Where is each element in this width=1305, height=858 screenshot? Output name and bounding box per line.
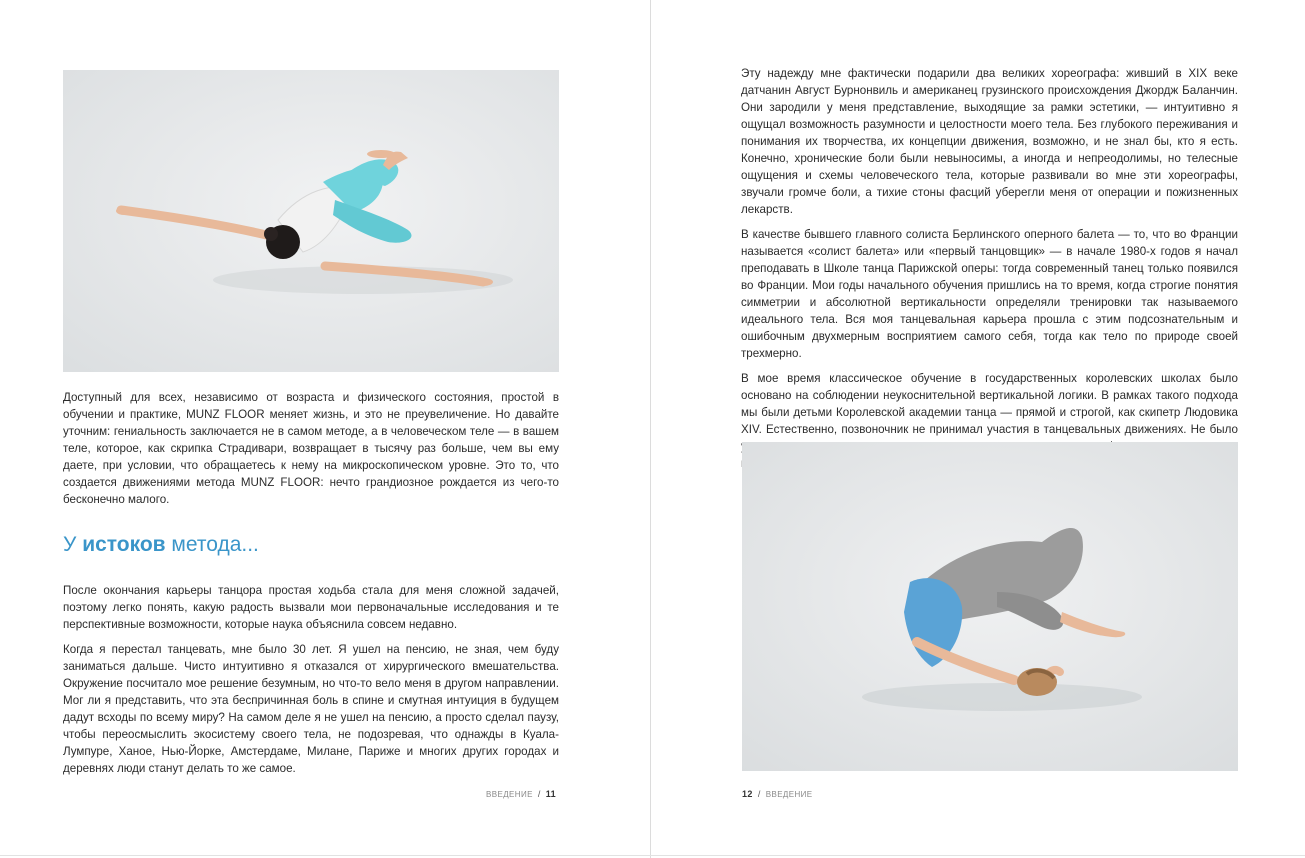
left-body-text [63,582,559,785]
right-page [651,0,1305,858]
body-paragraph: Когда я перестал танцевать, мне было 30 лет. Я ушел на пенсию, не зная, чем буду заниматься дальше. Чисто интуитивно я отказался от хирургического вмешательства. Окружение посчитало мое решение безумным, но что-то вело меня в другом направлении. Мог ли я представить, что эта беспричинная боль в спине и смутная интуиция в будущем дадут всходы по всему миру? На самом деле я не ушел на пенсию, а просто сделал паузу, чтобы переосмыслить экосистему своего тела, не подозревая, что однажды в Куала-Лумпуре, Ханое, Нью-Йорке, Амстердаме, Милане, Париже и многих других городах и деревнях люди станут делать то же самое. [63,643,559,775]
body-paragraph: В качестве бывшего главного солиста Берлинского оперного балета — то, что во Франции называется «солист балета» или «первый танцовщик» — в начале 1980-х годов я начал преподавать в Школе танца Парижской оперы: тогда современный танец только появился во Франции. Мои годы начального обучения пришлись на то время, когда строгие понятия симметрии и абсолютной вертикальности определяли тренировки так называемого идеального тела. Вся моя танцевальная карьера прошла с этим подсознательным и ошибочным двухмерным восприятием самого себя, тогда как тело по природе своей трехмерно. [741,228,1238,360]
right-body-text [741,65,1238,480]
page-number: 11 [545,789,557,799]
dancer-twist-illustration [742,442,1238,771]
right-page-photo [742,442,1238,771]
footer-separator: / [537,789,541,799]
left-page [0,0,650,858]
body-paragraph: Эту надежду мне фактически подарили два великих хореографа: живший в XIX веке датчанин Август Бурнонвиль и американец грузинского происхождения Джордж Баланчин. Они зародили у меня представление, выходящие за рамки эстетики, — интуитивно я ощущал возможность разумности и целостности моего тела. Без глубокого переживания и понимания их творчества, их концепции движения, возможно, и не знал бы, кто я есть. Конечно, хронические боли были невыносимы, а иногда и непреодолимы, но телесные ощущения и схемы человеческого тела, которые развивали во мне эти хореографы, звучали громче боли, а тихие стоны фасций уберегли меня от операции и пожизненных лекарств. [741,67,1238,216]
intro-paragraph-block [63,389,559,516]
left-page-footer [486,789,556,799]
body-paragraph: После окончания карьеры танцора простая ходьба стала для меня сложной задачей, поэтому легко понять, какую радость вызвали мои первоначальные исследования и те перспективные возможности, которые наука объяснила совсем недавно. [63,584,559,631]
right-page-footer [742,789,813,799]
body-paragraph: В мое время классическое обучение в государственных королевских школах было основано на соблюдении неукоснительной вертикальной логики. В рамках такого подхода мы были детьми Королевской академии танца — прямой и строгой, как скипетр Людовика XIV. Естественно, позвоночник не принимал участия в танцевальных движениях. Не было [741,372,1238,436]
left-page-photo [63,70,559,372]
section-heading-bold: истоков [82,533,166,556]
bottom-edge-line [0,855,1305,856]
footer-separator: / [757,789,761,799]
footer-section-label: ВВЕДЕНИЕ [765,790,813,799]
section-heading-prefix: У [63,533,83,556]
section-heading-suffix: метода... [165,533,259,556]
page-number: 12 [742,789,753,799]
footer-section-label: ВВЕДЕНИЕ [486,790,533,799]
intro-paragraph: Доступный для всех, независимо от возраста и физического состояния, простой в обучении и практике, MUNZ FLOOR меняет жизнь, и это не преувеличение. Но давайте уточним: гениальность заключается не в самом методе, а в человеческом теле — в вашем теле, которое, как скрипка Страдивари, возвращает в тысячу раз больше, чем вы ему даете, при условии, что обращаетесь к нему на микроскопическом уровне. Это то, что создается движениями метода MUNZ FLOOR: нечто грандиозное рождается из чего-то бесконечно малого. [63,391,559,506]
dancer-stretch-illustration [63,70,559,372]
section-heading [63,533,259,557]
